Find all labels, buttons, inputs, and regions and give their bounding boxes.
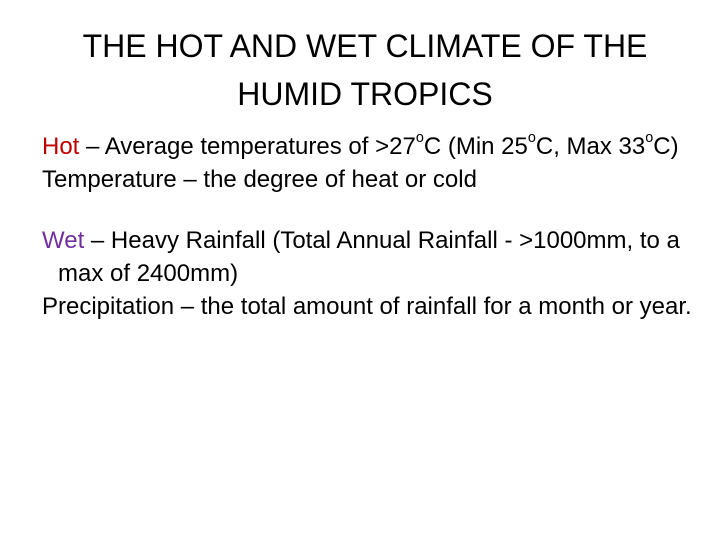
degree-symbol: o	[415, 130, 424, 147]
title-line-2: HUMID TROPICS	[237, 76, 493, 112]
hot-paragraph	[42, 130, 692, 163]
degree-symbol: o	[527, 130, 536, 147]
title-line-1: THE HOT AND WET CLIMATE OF THE	[82, 28, 648, 64]
degree-symbol: o	[645, 130, 654, 147]
paragraph-spacer	[42, 196, 692, 224]
wet-keyword: Wet	[42, 227, 85, 254]
hot-text-d: C)	[653, 133, 679, 160]
hot-keyword: Hot	[42, 133, 80, 160]
slide-title	[40, 22, 690, 118]
temperature-definition: Temperature – the degree of heat or cold	[42, 166, 477, 193]
wet-paragraph	[42, 224, 692, 290]
hot-text-b: C (Min 25	[423, 133, 528, 160]
hot-text-a: – Average temperatures of >27	[79, 133, 416, 160]
precipitation-definition: Precipitation – the total amount of rainfall for a month or year.	[42, 293, 692, 320]
wet-text: – Heavy Rainfall (Total Annual Rainfall - >1000mm, to a max of 2400mm)	[58, 227, 680, 287]
slide-body	[42, 130, 692, 323]
hot-text-c: C, Max 33	[535, 133, 646, 160]
